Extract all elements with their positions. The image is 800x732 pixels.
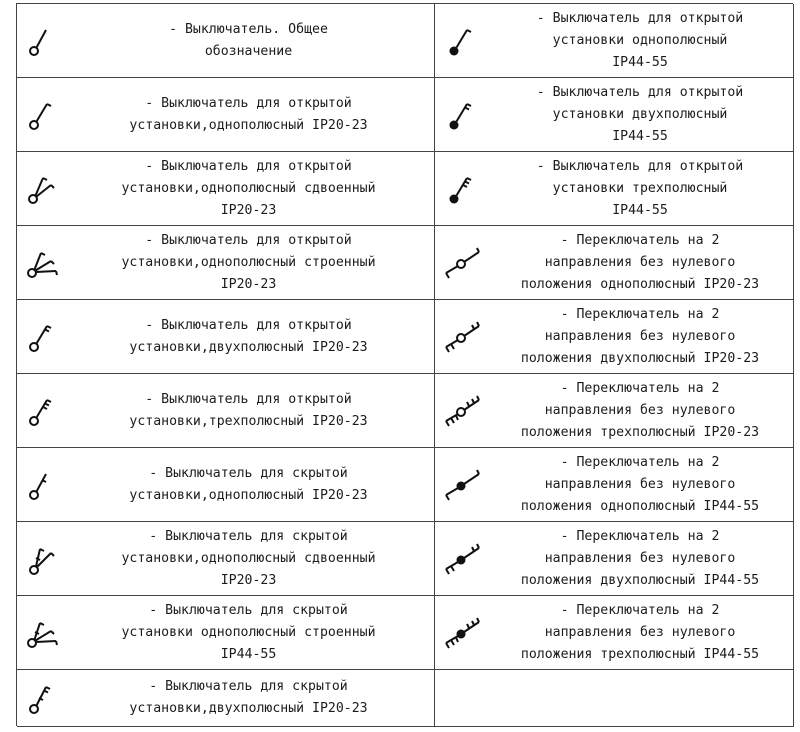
table-cell <box>17 522 435 596</box>
symbol-description: - Выключатель для открытой установки,однополюсный строенный IP20-23 <box>121 232 376 292</box>
symbol-description: - Выключатель. Общее обозначение <box>169 21 328 59</box>
table-cell <box>435 226 794 300</box>
changeover-1pole-icon <box>443 243 491 283</box>
symbol-description: - Переключатель на 2 направления без нулевого положения двухполюсный IP44-55 <box>520 528 760 588</box>
changeover-3pole-ip44-icon <box>443 613 491 653</box>
symbol-description: - Выключатель для открытой установки трехполюсный IP44-55 <box>536 158 744 218</box>
symbol-description: - Выключатель для открытой установки,трехполюсный IP20-23 <box>129 391 368 429</box>
symbols-table <box>16 3 793 726</box>
switch-hidden-1pole-double-icon <box>23 539 63 579</box>
switch-open-1pole-icon <box>23 95 63 135</box>
table-cell <box>435 300 794 374</box>
symbol-description: - Выключатель для скрытой установки,двухполюсный IP20-23 <box>129 679 368 716</box>
table-cell <box>17 374 435 448</box>
changeover-1pole-ip44-icon <box>443 465 491 505</box>
symbol-description: - Выключатель для открытой установки,однополюсный IP20-23 <box>129 95 368 133</box>
table-cell <box>17 596 435 670</box>
switch-open-2pole-ip44-icon <box>443 95 483 135</box>
symbol-description: - Выключатель для открытой установки однополюсный IP44-55 <box>536 10 744 70</box>
empty-cell <box>435 670 794 727</box>
switch-hidden-2pole-icon <box>23 678 63 718</box>
switch-open-2pole-icon <box>23 317 63 357</box>
symbol-description: - Переключатель на 2 направления без нулевого положения однополюсный IP44-55 <box>520 454 760 514</box>
symbol-description: - Выключатель для открытой установки двухполюсный IP44-55 <box>536 84 744 144</box>
table-cell <box>435 152 794 226</box>
switch-hidden-1pole-icon <box>23 465 63 505</box>
table-cell <box>17 670 435 727</box>
table-cell <box>17 78 435 152</box>
symbol-description: - Выключатель для скрытой установки,однополюсный IP20-23 <box>129 465 368 503</box>
changeover-3pole-icon <box>443 391 491 431</box>
switch-general-icon <box>23 21 63 61</box>
symbol-description: - Выключатель для открытой установки,однополюсный сдвоенный IP20-23 <box>121 158 376 218</box>
changeover-2pole-icon <box>443 317 491 357</box>
table-cell <box>17 4 435 78</box>
switch-open-1pole-triple-icon <box>23 243 63 283</box>
table-cell <box>17 152 435 226</box>
symbol-description: - Переключатель на 2 направления без нулевого положения трехполюсный IP44-55 <box>520 602 760 662</box>
table-cell <box>17 300 435 374</box>
symbol-description: - Переключатель на 2 направления без нулевого положения трехполюсный IP20-23 <box>520 380 760 440</box>
table-cell <box>435 522 794 596</box>
switch-hidden-1pole-triple-icon <box>23 613 63 653</box>
switch-open-1pole-ip44-icon <box>443 21 483 61</box>
symbol-description: - Выключатель для открытой установки,двухполюсный IP20-23 <box>129 317 368 355</box>
changeover-2pole-ip44-icon <box>443 539 491 579</box>
switch-open-1pole-double-icon <box>23 169 63 209</box>
table-cell <box>435 596 794 670</box>
table-cell <box>435 448 794 522</box>
switch-open-3pole-ip44-icon <box>443 169 483 209</box>
symbol-description: - Выключатель для скрытой установки однополюсный строенный IP44-55 <box>121 602 376 662</box>
symbol-description: - Переключатель на 2 направления без нулевого положения двухполюсный IP20-23 <box>520 306 760 366</box>
symbol-description: - Выключатель для скрытой установки,однополюсный сдвоенный IP20-23 <box>121 528 376 588</box>
table-cell <box>17 226 435 300</box>
table-cell <box>17 448 435 522</box>
table-cell <box>435 374 794 448</box>
table-cell <box>435 78 794 152</box>
table-cell <box>435 4 794 78</box>
switch-open-3pole-icon <box>23 391 63 431</box>
symbol-description: - Переключатель на 2 направления без нулевого положения однополюсный IP20-23 <box>520 232 760 292</box>
